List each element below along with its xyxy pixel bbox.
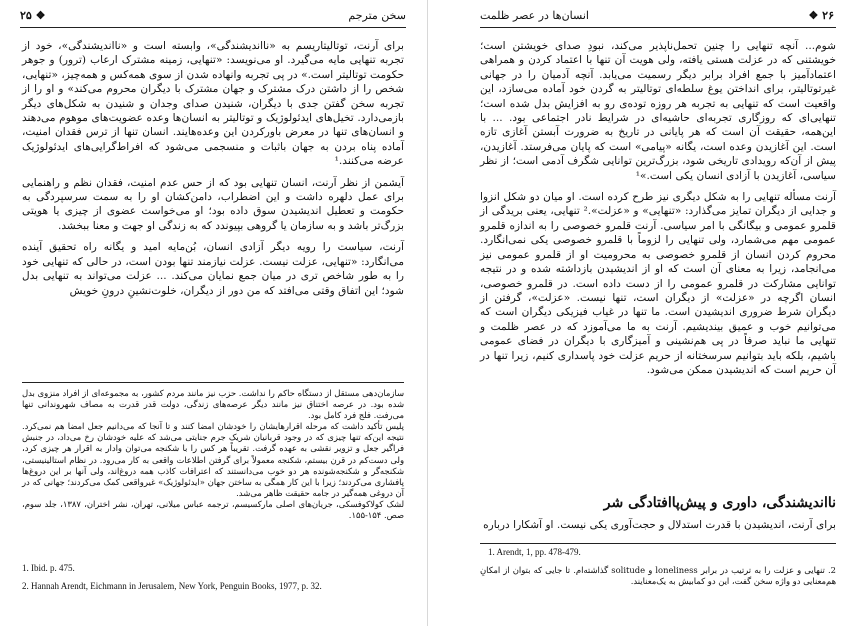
page-number-left: ۲۵ ❖ bbox=[20, 9, 46, 22]
left-footnotes-ltr bbox=[22, 562, 404, 592]
left-footnotes-rtl bbox=[22, 388, 404, 521]
right-page bbox=[428, 0, 856, 626]
right-paragraph-1: شوم... آنچه تنهایی را چنین تحمل‌ناپذیر می‌کند، نبودِ صدای خویشتن است؛ خویشتنی که در عزلت هستی یافته، ولی هویت آن تنها با اعتماد کردن و همراهی اعتمادآمیز با جمع افراد برابر دیگر رسمیت می‌یابد. آنچه آدمیان را در جهانی غیرتوتالیتر، برای انداختن یوغ سلطه‌ای توتالیتر به گردن خود آماده می‌سازد، این واقعیت است که تنهایی به تجربه هر روزه توده‌ی رو به افزایش بدل شده است؛ تنهایی‌ای که روزگاری تجربه‌ای حاشیه‌ای در شرایط نادر اجتماعی بود. ... با این‌همه، حقیقت آن است که هر پایانی در تاریخ به ضرورت آبستن آغازی تازه است. این آغازیدن وعده است، یگانه «پیامی» است که پایان می‌فرستد. آغازیدن، پیش از آن‌که رویدادی تاریخی شود، بزرگ‌ترین توانایی شگرف آدمی است؛ از نظر سیاسی، آغازیدن با آزادی انسان یکی است.»¹ bbox=[480, 40, 836, 182]
right-footnotes-rtl bbox=[480, 565, 836, 587]
page-number-right: ❖ ۲۶ bbox=[808, 9, 834, 22]
right-body-text bbox=[480, 39, 836, 377]
footnote-rule-left bbox=[22, 382, 404, 383]
left-paragraph-2: آیشمن از نظر آرنت، انسان تنهایی بود که از حس عدم امنیت، فقدان نظم و راهنمایی برای عمل دلهره داشت و این اضطراب، دامن‌کشان او را به سمت سرسپردگی به حکومت و تعطیل اندیشیدن سوق داده بود؛ او می‌خواست عضوی از چیزی یا هویتی بزرگ‌تر باشد و به سازمان یا گروهی بپیوندد که به زندگی او جهت و معنا ببخشد. bbox=[22, 176, 404, 232]
header-rule-right bbox=[480, 27, 836, 28]
left-paragraph-3: آرنت، سیاست را رویه دیگر آزادی انسان، بُن‌مایه امید و یگانه راه تحقیق آینده می‌انگارد: «تنهایی، عزلت نیست. عزلت نیازمند تنها بودن است، در حالی که تنهایی خود را به طور شاخص تری در میان جمع نمایان می‌کند. ... عزلت می‌تواند به تنهایی بدل شود؛ این اتفاق وقتی می‌افتد که من دور از دیگران، خلوت‌نشینِ درونِ خویش bbox=[22, 241, 404, 297]
left-footnote-ref-2: 2. Hannah Arendt, Eichmann in Jerusalem, New York, Penguin Books, 1977, p. 32. bbox=[22, 581, 322, 591]
right-footnotes-ltr bbox=[488, 546, 836, 558]
running-header-right: انسان‌ها در عصر ظلمت bbox=[480, 9, 589, 22]
section-paragraph: برای آرنت، اندیشیدن با قدرت استدلال و حجت‌آوری یکی نیست. او آشکارا درباره bbox=[483, 519, 836, 531]
right-footnote-2: 2. تنهایی و عزلت را به ترتیب در برابر loneliness و solitude گذاشته‌ام. تا جایی که بتوان از امکانِ هم‌معنایی دو واژه سخن گفت، این دو کمابیش به یک‌معنایند. bbox=[480, 565, 837, 587]
left-body-text bbox=[22, 39, 404, 298]
running-header-left: سخن مترجم bbox=[348, 9, 406, 22]
left-footnote-ref-1: 1. Ibid. p. 475. bbox=[22, 563, 75, 573]
right-paragraph-2: آرنت مسأله تنهایی را به شکل دیگری نیز طرح کرده است. او میان دو شکل انزوا و جدایی از دیگران تمایز می‌گذارد: «تنهایی» و «عزلت».² تنهایی، یعنی بریدگی از قلمرو عمومی و بیگانگی با امر سیاسی. آرنت قلمرو خصوصی را به اندازه قلمرو عمومی مهم می‌شمارد، ولی تنهایی را لزوماً با قلمرو خصوصی یکی نمی‌انگارد. محروم کردن انسان از قلمرو خصوصی به محرومیت او از قلمرو عمومی نیز می‌انجامد، زیرا به معنای آن است که او از اندیشیدن بازداشته شده و در نتیجه توانایی مشارکت در قلمرو عمومی را از دست داده است. در قلمرو خصوصی، انسان اگرچه در «عزلت» از دیگران است، تنها نیست. «عزلت»، گرفتن از دیگران شرط ضروری اندیشیدن است. ما تنها در غیاب فیزیکی دیگران است که می‌توانیم خوب و عمیق بیندیشیم. آرنت به ما می‌آموزد که در عصر ظلمت و تنهایی ما نباید صرفاً در پی هم‌نشینی و آمیزگاری با دیگران در فضای عمومی باشیم، بلکه باید بتوانیم سرسختانه از حریم عزلت خود پاسداری کنیم، زیرا تنها در آن حریم است که اندیشیدن ممکن می‌شود. bbox=[480, 191, 837, 376]
left-footnote-3: لشک کولاکوفسکی، جریان‌های اصلی مارکسیسم، ترجمه عباس میلانی، تهران، نشر اختران، ۱۳۸۷، جلد سوم، صص. ۱۵۴-۱۵۵. bbox=[22, 498, 404, 521]
footnote-rule-right bbox=[480, 543, 836, 544]
section-body-text bbox=[480, 518, 836, 532]
left-footnote-1: سازمان‌دهی مستقل از دستگاه حاکم را نداشت. حزب نیز مانند مردم کشور، به مجموعه‌ای از افراد منزوی بدل شده بود. در عرصه اختناق نیز مانند دیگر عرصه‌های زندگی، دولت قدر قدرت به مصاف شهروندانی تنها می‌رفت. فلج فرد کامل بود. bbox=[22, 388, 404, 421]
right-footnote-ref-1: 1. Arendt, 1, pp. 478-479. bbox=[488, 547, 581, 557]
header-rule-left bbox=[20, 27, 406, 28]
section-heading: ناانديشندگی، داوری و پیش‌پاافتادگی شر bbox=[603, 495, 836, 511]
left-paragraph-1: برای آرنت، توتالیتاریسم به «ناانديشندگی»، وابسته است و «ناانديشندگی»، خود از تجربه تنهایی مایه می‌گیرد. او می‌نویسد: «تنهایی، زمینه مشترک ارعاب (ترور) و جوهر حکومت توتالیتر است.» در پی تجربه وانهاده شدن از سوی همه‌کس و همه‌چیز، «تنهایی، شخص را از داشتن درک مشترک و جهان مشترک با دیگران محروم می‌کند» و او را از تجربه سخن گفتن جدی با دیگران، شنیدن صدای وجدان و شنیدن به شکل‌های دیگر بازمی‌دارد. تخیل‌های ایدئولوژیک و توتالیتر به انسان‌ها وعده عضویت‌های موهوم می‌دهند و انسان‌های تنها در معرض باورکردن این وعده‌هایند. انسان تنها از ترس فقدان امنیت، آماده پناه بردن به جهان باثبات و منسجمی می‌شود که افراط‌گرایی‌های ایدئولوژیک عرضه می‌کنند.¹ bbox=[22, 40, 404, 168]
left-footnote-2: پلیس تأکید داشت که مرحله اقرارهایشان را خودشان امضا کنند و تا آنجا که می‌دانیم جعل امضا هم نمی‌کرد. نتیجه این‌که تنها چیزی که در وجود قربانیان شریک جرم جنایتی می‌شد که علیه خودشان رخ می‌داد، در جنبش فراگیر جعل و تزویر نقشی به عهده گرفت. تقریباً هر کس را با شکنجه می‌توان وادار به اقرار هر چیزی کرد، ولی دست‌کم در قرن بیستم، شکنجه معمولاً برای گرفتن اطلاعات واقعی به کار می‌رود. در نظام استالینیستی، شکنجه‌گر و شکنجه‌شونده هر دو خوب می‌دانستند که اعترافات کاذب همه دروغ‌اند، ولی آنها بر این دروغ‌ها پافشاری می‌کردند؛ زیرا با این کار همگی به ساختن جهان «ایدئولوژیک» غیرواقعی کمک می‌کردند؛ جهانی که در آن دروغی همه‌گیر در جامه حقیقت ظاهر می‌شد. bbox=[22, 421, 404, 498]
